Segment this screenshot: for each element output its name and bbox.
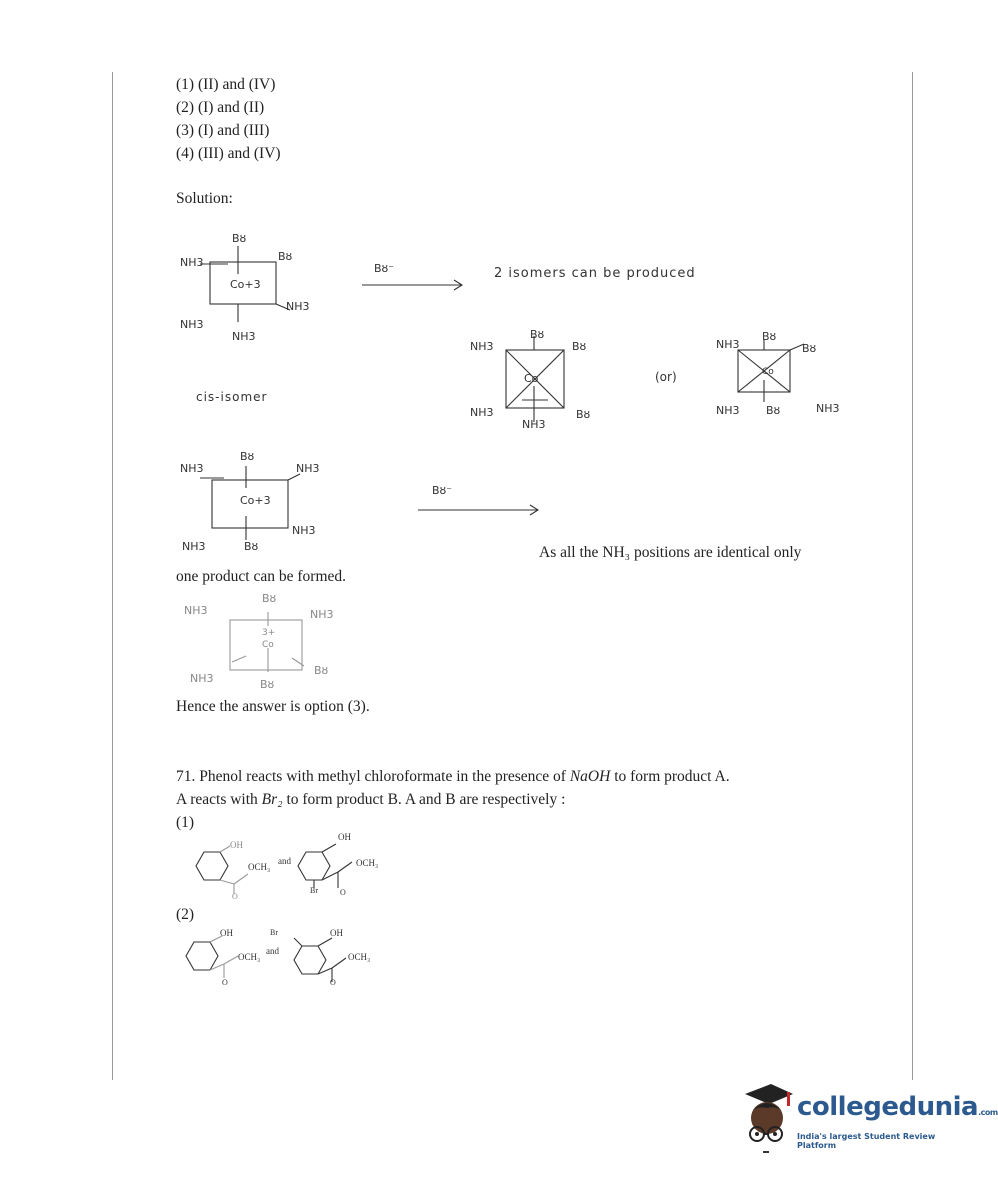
reaction-arrow-1 [362,275,472,295]
q71-line1-pre: 71. Phenol reacts with methyl chloroformate in the presence of [176,768,570,785]
one-product-text: one product can be formed. [176,568,347,585]
sp-br-bottom: Bȣ [260,678,275,691]
o2a-oh: OH [220,928,233,938]
p1-nh3-left: NH3 [470,340,494,353]
o2a-o: O [222,978,228,987]
logo-dot: .com [978,1108,998,1117]
p1-co: Co [524,372,539,385]
cis-nh3-bl: NH3 [180,318,204,331]
q71-line2-pre: A reacts with [176,791,262,808]
o1a-och3: OCH₃ [248,862,271,872]
cis-br-top: Bȣ [232,232,247,245]
o1b-o: O [340,888,346,897]
option-prev-1: (1) (II) and (IV) [176,76,276,93]
trans-co3: Co+3 [240,494,271,507]
q71-option-1-label: (1) [176,814,195,831]
o2-and: and [266,946,279,956]
br-ion-1: Bȣ⁻ [374,262,395,275]
o2-br: Br [270,928,278,937]
cis-br-right: Bȣ [278,250,293,263]
p2-nh3-bl: NH3 [716,404,740,417]
reaction-arrow-2 [418,500,548,520]
sp-co: Co [262,640,274,650]
q71-reagent-br2: Br₂ [261,791,283,808]
o1b-br: Br [310,886,318,895]
sp-nh3-tr: NH3 [310,608,334,621]
q71-line1 [176,768,730,786]
q71-line2 [176,791,565,809]
q71-option-2-label: (2) [176,906,195,923]
p1-nh3-bottom: NH3 [522,418,546,431]
right-margin-line [912,72,913,1080]
cis-label: cis-isomer [196,390,268,404]
collegedunia-logo[interactable] [735,1080,998,1160]
q71-line1-post: to form product A. [610,768,730,785]
sp-br-right: Bȣ [314,664,329,677]
cis-co3: Co+3 [230,278,261,291]
sp-br-top: Bȣ [262,592,277,605]
o1-and: and [278,856,291,866]
cis-nh3-bottom: NH3 [232,330,256,343]
o1a-o: O [232,892,238,901]
trans-br-top: Bȣ [240,450,255,463]
p2-nh3-right: NH3 [816,402,840,415]
p2-br-bottom: Bȣ [766,404,781,417]
option-prev-3: (3) (I) and (III) [176,122,270,139]
o1b-och3: OCH₃ [356,858,379,868]
p1-br-top: Bȣ [530,328,545,341]
identical-text: As all the NH₃ positions are identical only [539,544,802,561]
left-margin-line [112,72,113,1080]
sp-nh3-tl: NH3 [184,604,208,617]
br-ion-2: Bȣ⁻ [432,484,453,497]
trans-br-bottom: Bȣ [244,540,259,553]
trans-nh3-right: NH3 [292,524,316,537]
logo-tagline: India's largest Student Review Platform [797,1132,936,1150]
p2-co: Co [762,367,774,377]
option-prev-2: (2) (I) and (II) [176,99,265,116]
o2b-och3: OCH₃ [348,952,371,962]
mascot-icon [735,1080,795,1160]
o1b-oh: OH [338,832,351,842]
cis-nh3-left: NH3 [180,256,204,269]
conclusion-text: Hence the answer is option (3). [176,698,370,715]
trans-nh3-tl: NH3 [180,462,204,475]
isomers-text: 2 isomers can be produced [494,266,696,281]
sp-3plus: 3+ [262,628,276,638]
cis-nh3-right: NH3 [286,300,310,313]
p1-br-br: Bȣ [576,408,591,421]
or-text: (or) [655,370,677,384]
sp-nh3-bl: NH3 [190,672,214,685]
o2a-och3: OCH₃ [238,952,261,962]
q71-line2-post: to form product B. A and B are respectively : [282,791,566,808]
o2b-oh: OH [330,928,343,938]
p1-nh3-bl: NH3 [470,406,494,419]
trans-nh3-tr: NH3 [296,462,320,475]
p2-br-right: Bȣ [802,342,817,355]
solution-heading: Solution: [176,190,233,207]
logo-name: collegedunia.com [797,1092,998,1122]
o1a-oh: OH [230,840,243,850]
p1-br-right: Bȣ [572,340,587,353]
q71-reagent-naoh: NaOH [569,768,611,785]
o2b-o: O [330,978,336,987]
p2-nh3-left: NH3 [716,338,740,351]
option-prev-4: (4) (III) and (IV) [176,145,281,162]
trans-nh3-bl: NH3 [182,540,206,553]
p2-br-top: Bȣ [762,330,777,343]
